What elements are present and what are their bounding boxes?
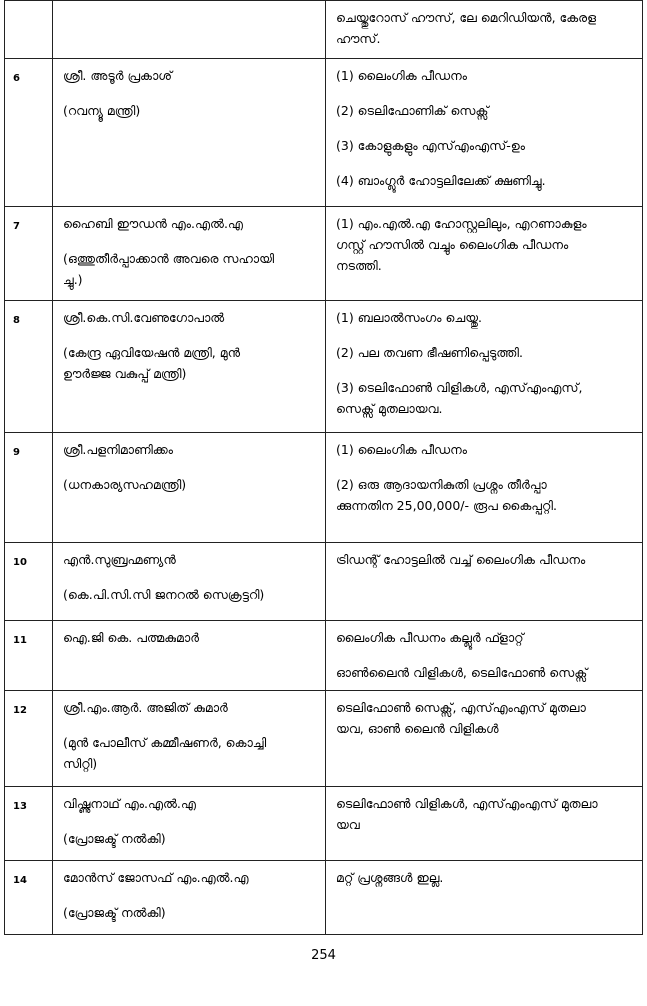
person-cell bbox=[53, 787, 326, 861]
person-role: സിറ്റി) bbox=[63, 756, 98, 771]
row-number: 11 bbox=[5, 621, 53, 691]
row-number: 14 bbox=[5, 861, 53, 935]
detail-line: (2) ഒരു ആദായനികുതി പ്രശ്നം തീർപ്പാ bbox=[336, 477, 547, 492]
table-row bbox=[5, 543, 643, 621]
row-number: 7 bbox=[5, 207, 53, 301]
person-name: ശ്രീ.എം.ആർ. അജിത് കുമാർ bbox=[63, 700, 228, 715]
detail-line: ചെയ്തുറോസ് ഹൗസ്, ലേ മെറിഡിയൻ, കേരള bbox=[336, 10, 597, 25]
row-number: 6 bbox=[5, 59, 53, 207]
person-cell bbox=[53, 543, 326, 621]
table-row bbox=[5, 207, 643, 301]
person-cell bbox=[53, 301, 326, 433]
details-cell bbox=[326, 543, 643, 621]
detail-line: മറ്റ് പ്രശ്നങ്ങൾ ഇല്ല. bbox=[336, 870, 444, 885]
person-name: ഹൈബി ഈഡൻ എം.എൽ.എ bbox=[63, 216, 243, 231]
table-row bbox=[5, 691, 643, 787]
details-cell bbox=[326, 207, 643, 301]
detail-line: (3) കോളുകളും എസ്എംഎസ്-ഉം bbox=[336, 138, 526, 153]
table-row bbox=[5, 621, 643, 691]
details-cell bbox=[326, 433, 643, 543]
person-role: (ഒത്തുതീർപ്പാക്കാൻ അവരെ സഹായി bbox=[63, 251, 275, 266]
page-number: 254 bbox=[311, 948, 336, 963]
person-role: (പ്രോജക്ട് നൽകി) bbox=[63, 831, 166, 846]
detail-line: (1) എം.എൽ.എ ഹോസ്റ്റലിലും, എറണാകുളം bbox=[336, 216, 587, 231]
person-cell bbox=[53, 59, 326, 207]
detail-line: ക്കുന്നതിന 25,00,000/- രൂപ കൈപ്പറ്റി. bbox=[336, 498, 557, 513]
details-cell bbox=[326, 691, 643, 787]
person-cell bbox=[53, 1, 326, 59]
table-row bbox=[5, 861, 643, 935]
row-number: 8 bbox=[5, 301, 53, 433]
table-row bbox=[5, 1, 643, 59]
person-cell bbox=[53, 207, 326, 301]
details-cell bbox=[326, 861, 643, 935]
row-number: 9 bbox=[5, 433, 53, 543]
person-role: (റവന്യൂ മന്ത്രി) bbox=[63, 103, 141, 118]
person-role: (മുൻ പോലീസ് കമ്മീഷണർ, കൊച്ചി bbox=[63, 735, 267, 750]
person-name: ശ്രീ.കെ.സി.വേണുഗോപാൽ bbox=[63, 310, 225, 325]
person-cell bbox=[53, 691, 326, 787]
detail-line: (3) ടെലിഫോൺ വിളികൾ, എസ്എംഎസ്, bbox=[336, 380, 583, 395]
detail-line: യവ, ഓൺ ലൈൻ വിളികൾ bbox=[336, 721, 499, 736]
row-number bbox=[5, 1, 53, 59]
details-cell bbox=[326, 787, 643, 861]
person-name: ശ്രീ.പളനിമാണിക്കം bbox=[63, 442, 173, 457]
detail-line: യവ bbox=[336, 817, 360, 832]
person-cell bbox=[53, 433, 326, 543]
row-number: 10 bbox=[5, 543, 53, 621]
detail-line: (1) ലൈംഗിക പീഡനം bbox=[336, 68, 468, 83]
detail-line: ഗസ്റ്റ് ഹൗസിൽ വച്ചും ലൈംഗിക പീഡനം bbox=[336, 237, 569, 252]
detail-line: (4) ബാംഗ്ലൂർ ഹോട്ടലിലേക്ക് ക്ഷണിച്ചു. bbox=[336, 173, 546, 188]
person-role: ച്ചു.) bbox=[63, 272, 83, 287]
person-name: ശ്രീ. അടൂർ പ്രകാശ് bbox=[63, 68, 173, 83]
detail-line: (2) പല തവണ ഭീഷണിപ്പെടുത്തി. bbox=[336, 345, 523, 360]
details-cell bbox=[326, 301, 643, 433]
table-row bbox=[5, 433, 643, 543]
person-role: (പ്രോജക്ട് നൽകി) bbox=[63, 905, 166, 920]
details-cell bbox=[326, 59, 643, 207]
person-name: എൻ.സുബ്രഹ്മണ്യൻ bbox=[63, 552, 176, 567]
detail-line: സെക്സ് മുതലായവ. bbox=[336, 401, 443, 416]
allegations-table bbox=[4, 0, 643, 935]
detail-line: ടെലിഫോൺ സെക്സ്, എസ്എംഎസ് മുതലാ bbox=[336, 700, 586, 715]
detail-line: ഹൗസ്. bbox=[336, 31, 381, 46]
details-cell bbox=[326, 621, 643, 691]
row-number: 13 bbox=[5, 787, 53, 861]
person-role: (കെ.പി.സി.സി ജനറൽ സെക്രട്ടറി) bbox=[63, 587, 265, 602]
detail-line: (1) ലൈംഗിക പീഡനം bbox=[336, 442, 468, 457]
detail-line: ട്രിഡന്റ് ഹോട്ടലിൽ വച്ച് ലൈംഗിക പീഡനം bbox=[336, 552, 586, 567]
table-row bbox=[5, 787, 643, 861]
row-number: 12 bbox=[5, 691, 53, 787]
person-role: (ധനകാര്യസഹമന്ത്രി) bbox=[63, 477, 187, 492]
detail-line: ടെലിഫോൺ വിളികൾ, എസ്എംഎസ് മുതലാ bbox=[336, 796, 598, 811]
detail-line: (1) ബലാൽസംഗം ചെയ്തു. bbox=[336, 310, 482, 325]
detail-line: ലൈംഗിക പീഡനം കല്ലൂർ ഫ്ളാറ്റ് bbox=[336, 630, 524, 645]
person-name: മോൻസ് ജോസഫ് എം.എൽ.എ bbox=[63, 870, 249, 885]
person-role: (കേന്ദ്ര ഏവിയേഷൻ മന്ത്രി, മുൻ bbox=[63, 345, 241, 360]
person-cell bbox=[53, 621, 326, 691]
details-cell bbox=[326, 1, 643, 59]
detail-line: നടത്തി. bbox=[336, 258, 382, 273]
table-row bbox=[5, 301, 643, 433]
detail-line: (2) ടെലിഫോണിക് സെക്സ് bbox=[336, 103, 489, 118]
table-row bbox=[5, 59, 643, 207]
detail-line: ഓൺലൈൻ വിളികൾ, ടെലിഫോൺ സെക്സ് bbox=[336, 665, 588, 680]
person-name: വിഷ്ണുനാഥ് എം.എൽ.എ bbox=[63, 796, 196, 811]
person-role: ഊർജ്ജ വകുപ്പ് മന്ത്രി) bbox=[63, 366, 187, 381]
person-name: ഐ.ജി കെ. പത്മകുമാർ bbox=[63, 630, 199, 645]
person-cell bbox=[53, 861, 326, 935]
